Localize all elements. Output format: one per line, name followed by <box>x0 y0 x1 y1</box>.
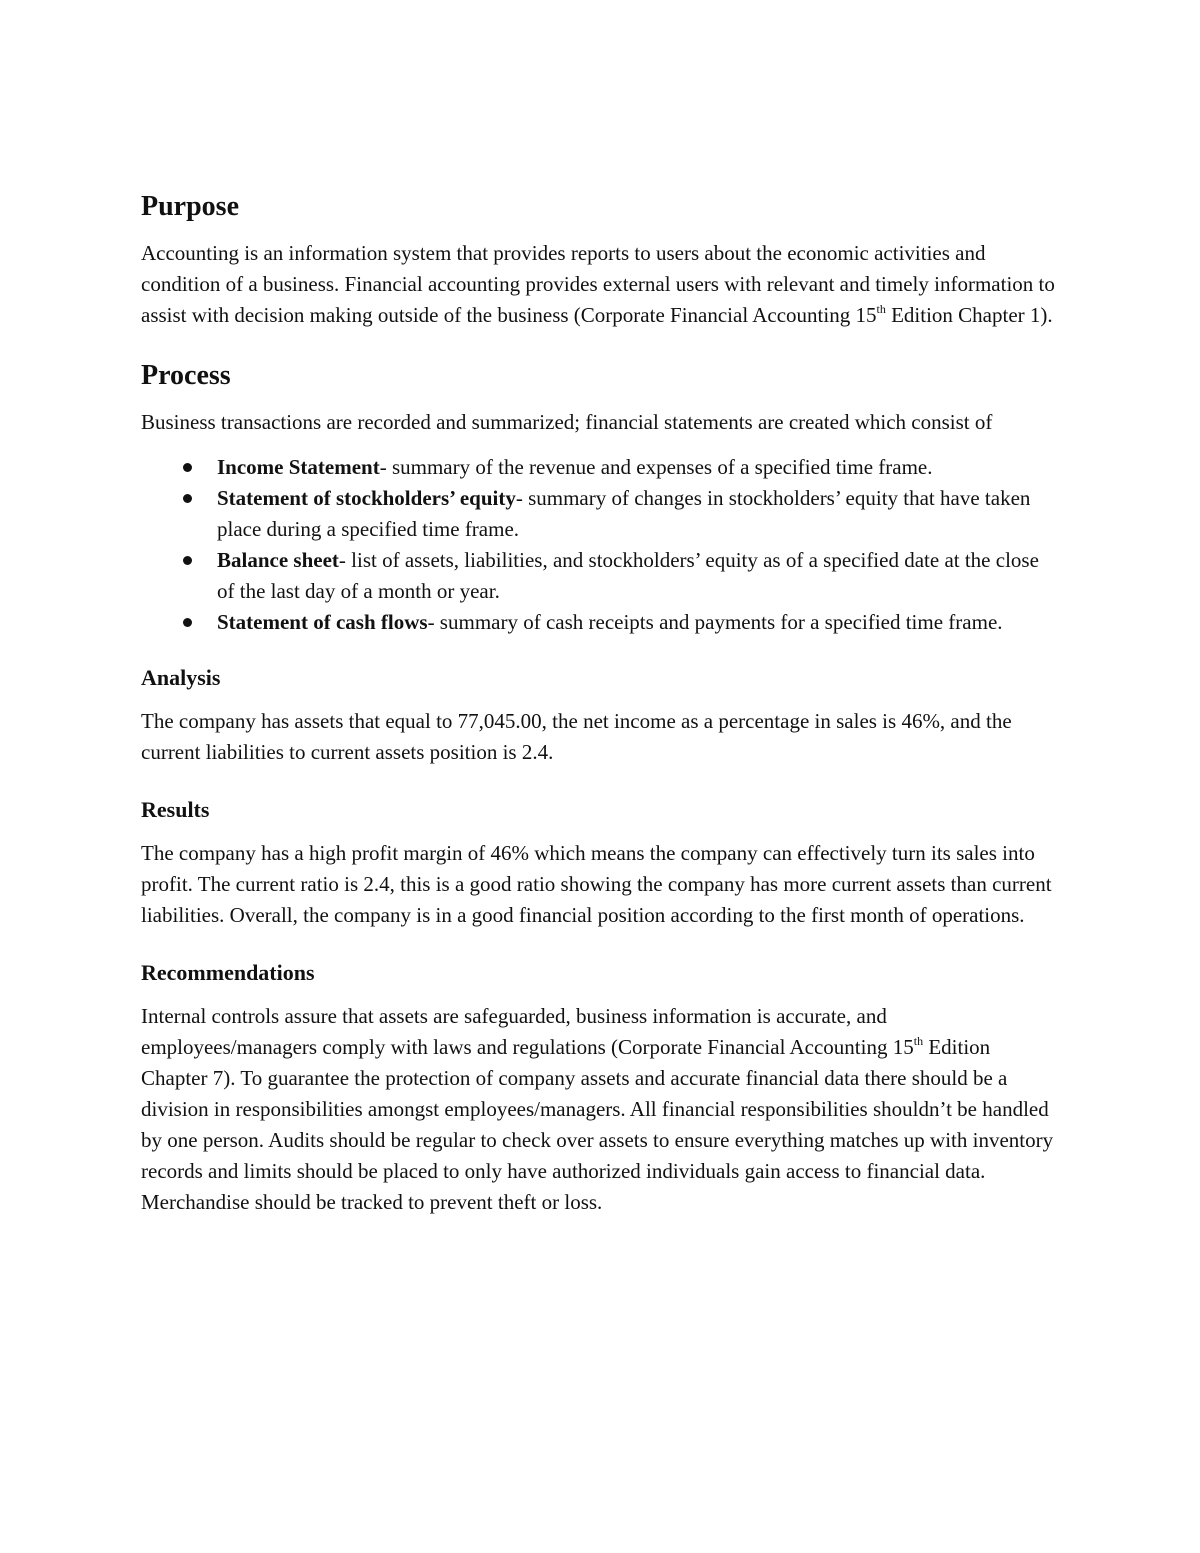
recommendations-text: Internal controls assure that assets are safeguarded, business information is accurate, and employees/managers comply with laws and regulations (Corporate Financial Accounting 15 <box>141 1004 914 1059</box>
recommendations-section <box>141 959 1056 1218</box>
list-item-term: Statement of cash flows <box>217 610 428 634</box>
purpose-text-after: Edition Chapter 1). <box>885 303 1053 327</box>
list-item <box>141 483 1056 545</box>
list-item <box>141 452 1056 483</box>
list-item-term: Statement of stockholders’ equity <box>217 486 516 510</box>
bullet-icon <box>183 463 192 472</box>
bullet-icon <box>183 556 192 565</box>
purpose-paragraph <box>141 238 1056 331</box>
recommendations-heading: Recommendations <box>141 960 315 985</box>
bullet-icon <box>183 494 192 503</box>
bullet-icon <box>183 618 192 627</box>
recommendations-paragraph <box>141 1001 1056 1218</box>
list-item-desc: - list of assets, liabilities, and stockholders’ equity as of a specified date at the close of the last day of a month or year. <box>217 548 1039 603</box>
recommendations-text-after: Edition Chapter 7). To guarantee the protection of company assets and accurate financial data there should be a division in responsibilities amongst employees/managers. All financial responsibilities shouldn’t be handled by one person. Audits should be regular to check over assets to ensure everything matches up with inventory records and limits should be placed to only have authorized individuals gain access to financial data. Merchandise should be tracked to prevent theft or loss. <box>141 1035 1054 1214</box>
list-item <box>141 545 1056 607</box>
recommendations-superscript: th <box>913 1034 924 1048</box>
purpose-heading: Purpose <box>141 191 239 222</box>
analysis-paragraph: The company has assets that equal to 77,045.00, the net income as a percentage in sales is 46%, and the current liabilities to current assets position is 2.4. <box>141 709 1012 764</box>
list-item-term: Balance sheet <box>217 548 339 572</box>
purpose-text: Accounting is an information system that provides reports to users about the economic activities and condition of a business. Financial accounting provides external users with relevant and timely information to assist with decision making outside of the business (Corporate Financial Accounting 15 <box>141 241 1055 327</box>
list-item-desc: - summary of changes in stockholders’ equity that have taken place during a specified time frame. <box>217 486 1031 541</box>
results-section <box>141 796 1056 931</box>
results-heading: Results <box>141 797 210 822</box>
process-intro: Business transactions are recorded and summarized; financial statements are created which consist of <box>141 410 993 434</box>
results-paragraph: The company has a high profit margin of 46% which means the company can effectively turn its sales into profit. The current ratio is 2.4, this is a good ratio showing the company has more current assets than current liabilities. Overall, the company is in a good financial position according to the first month of operations. <box>141 841 1052 927</box>
list-item-desc: - summary of cash receipts and payments for a specified time frame. <box>427 610 1003 634</box>
list-item-term: Income Statement <box>217 455 380 479</box>
purpose-superscript: th <box>876 302 886 316</box>
list-item <box>141 607 1056 638</box>
list-item-desc: - summary of the revenue and expenses of a specified time frame. <box>379 455 933 479</box>
analysis-heading: Analysis <box>141 665 221 690</box>
process-section <box>141 359 1056 638</box>
process-heading: Process <box>141 360 231 391</box>
document-page <box>141 190 1056 1246</box>
purpose-section <box>141 190 1056 331</box>
statements-list <box>141 452 1056 638</box>
analysis-section <box>141 664 1056 768</box>
